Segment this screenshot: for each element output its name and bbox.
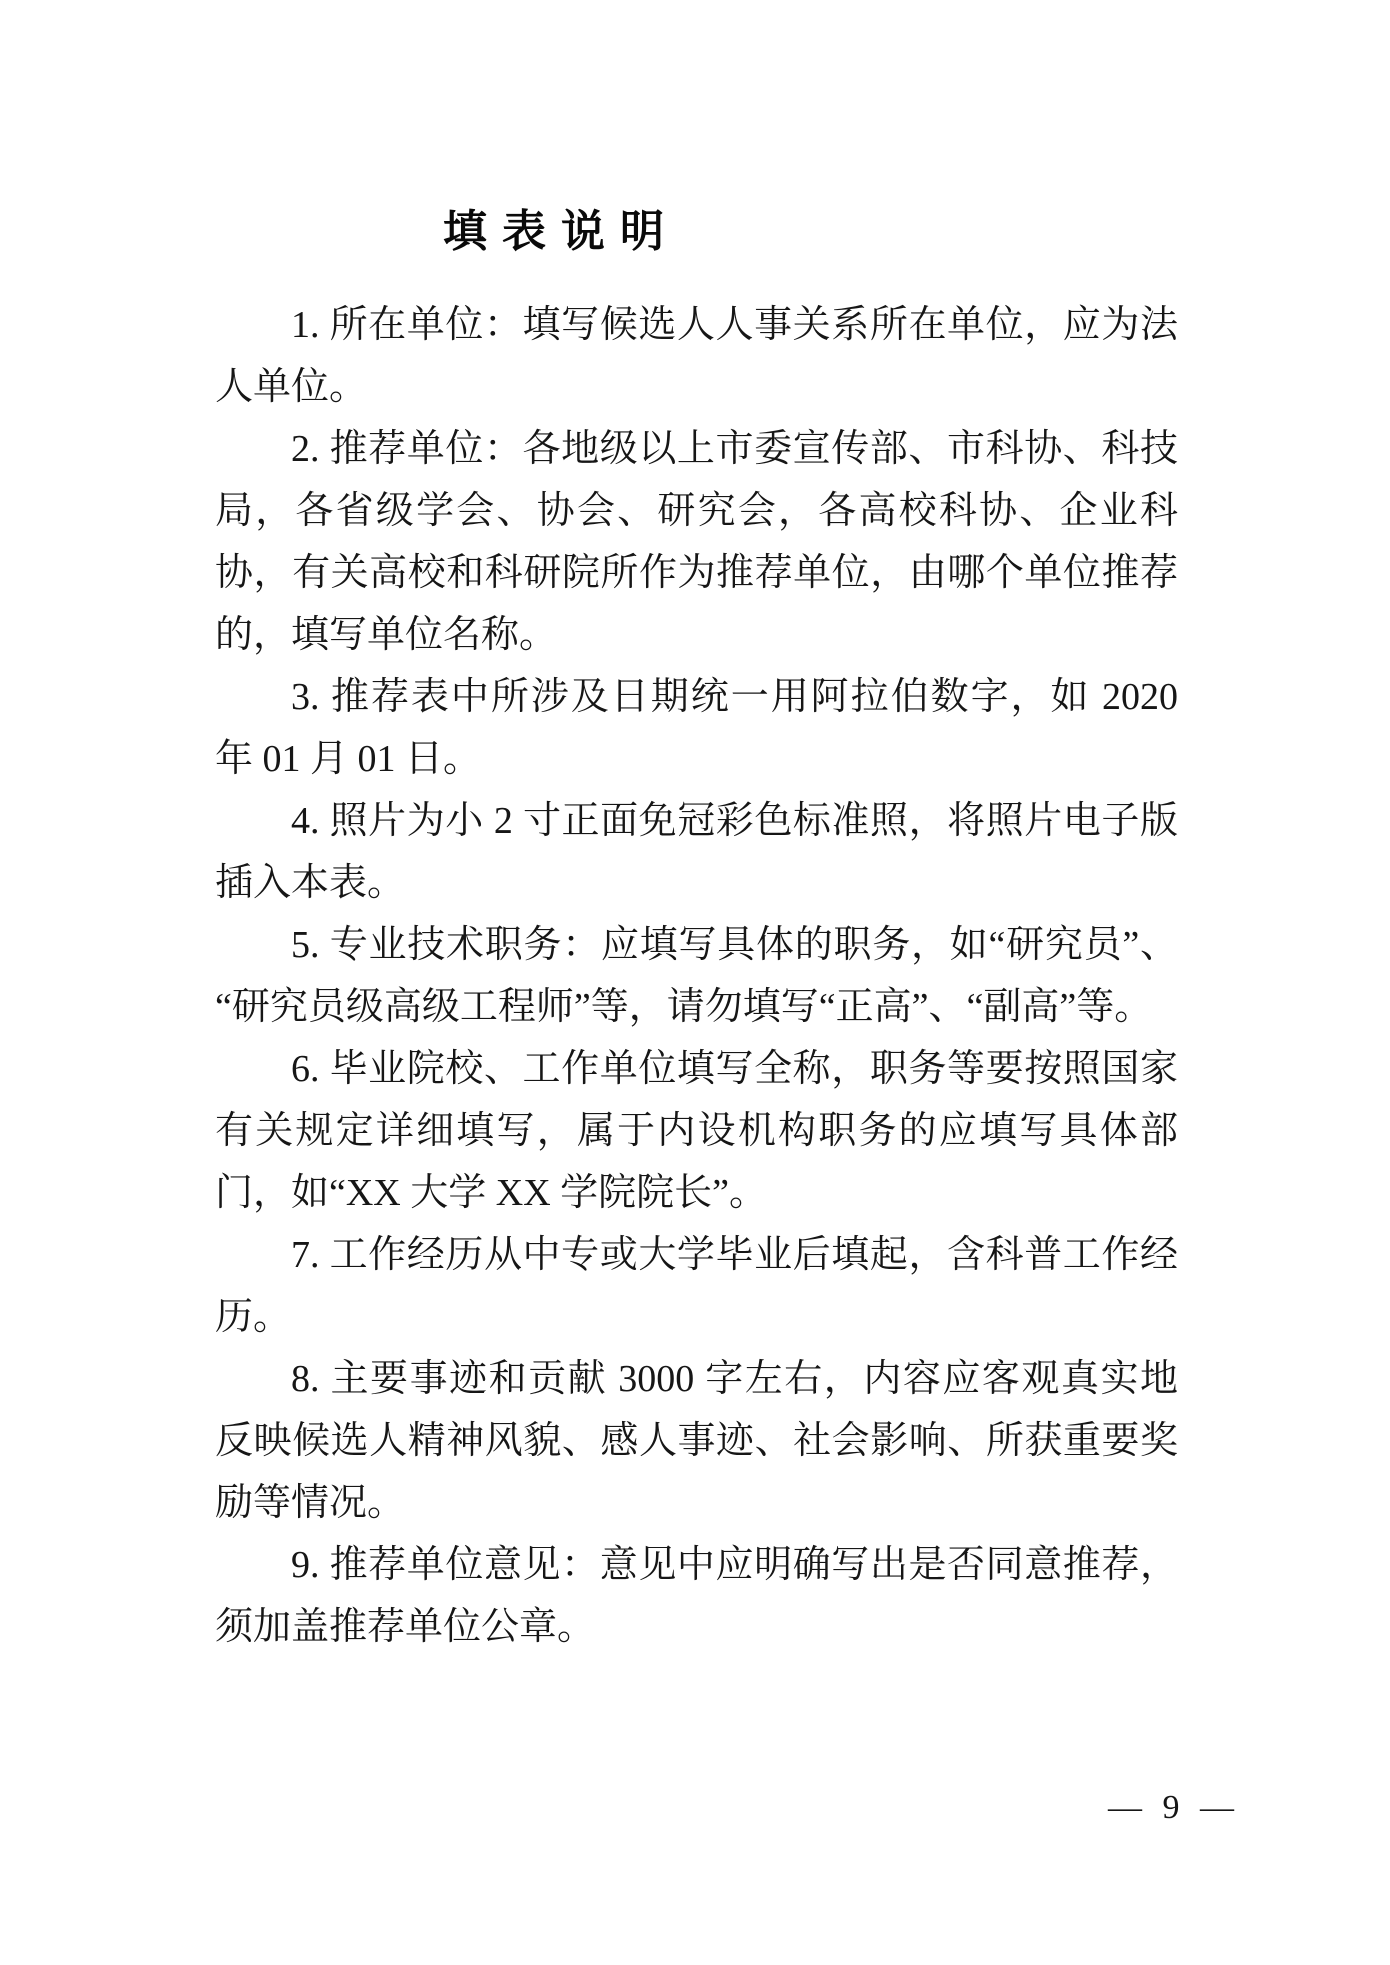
instruction-item-8: 8. 主要事迹和贡献 3000 字左右，内容应客观真实地反映候选人精神风貌、感人事迹、社会影响、所获重要奖励等情况。: [215, 1358, 1178, 1524]
instruction-item-1: 1. 所在单位：填写候选人人事关系所在单位，应为法人单位。: [215, 304, 1178, 408]
instruction-item-6: 6. 毕业院校、工作单位填写全称，职务等要按照国家有关规定详细填写，属于内设机构职务的应填写具体部门，如“XX 大学 XX 学院院长”。: [215, 1048, 1178, 1214]
instructions-list: [215, 294, 1178, 1658]
instruction-item-7: 7. 工作经历从中专或大学毕业后填起，含科普工作经历。: [215, 1234, 1178, 1338]
page-number: — 9 —: [1108, 1789, 1240, 1826]
instruction-item-3: 3. 推荐表中所涉及日期统一用阿拉伯数字，如 2020 年 01 月 01 日。: [215, 676, 1178, 780]
instruction-item-5: 5. 专业技术职务：应填写具体的职务，如“研究员”、“研究员级高级工程师”等，请勿填写“正高”、“副高”等。: [215, 924, 1178, 1028]
instruction-item-2: 2. 推荐单位：各地级以上市委宣传部、市科协、科技局，各省级学会、协会、研究会，各高校科协、企业科协，有关高校和科研院所作为推荐单位，由哪个单位推荐的，填写单位名称。: [215, 428, 1178, 656]
instruction-item-4: 4. 照片为小 2 寸正面免冠彩色标准照，将照片电子版插入本表。: [215, 800, 1178, 904]
page-title: 填 表 说 明: [443, 207, 666, 256]
instruction-item-9: 9. 推荐单位意见：意见中应明确写出是否同意推荐，须加盖推荐单位公章。: [215, 1544, 1178, 1648]
